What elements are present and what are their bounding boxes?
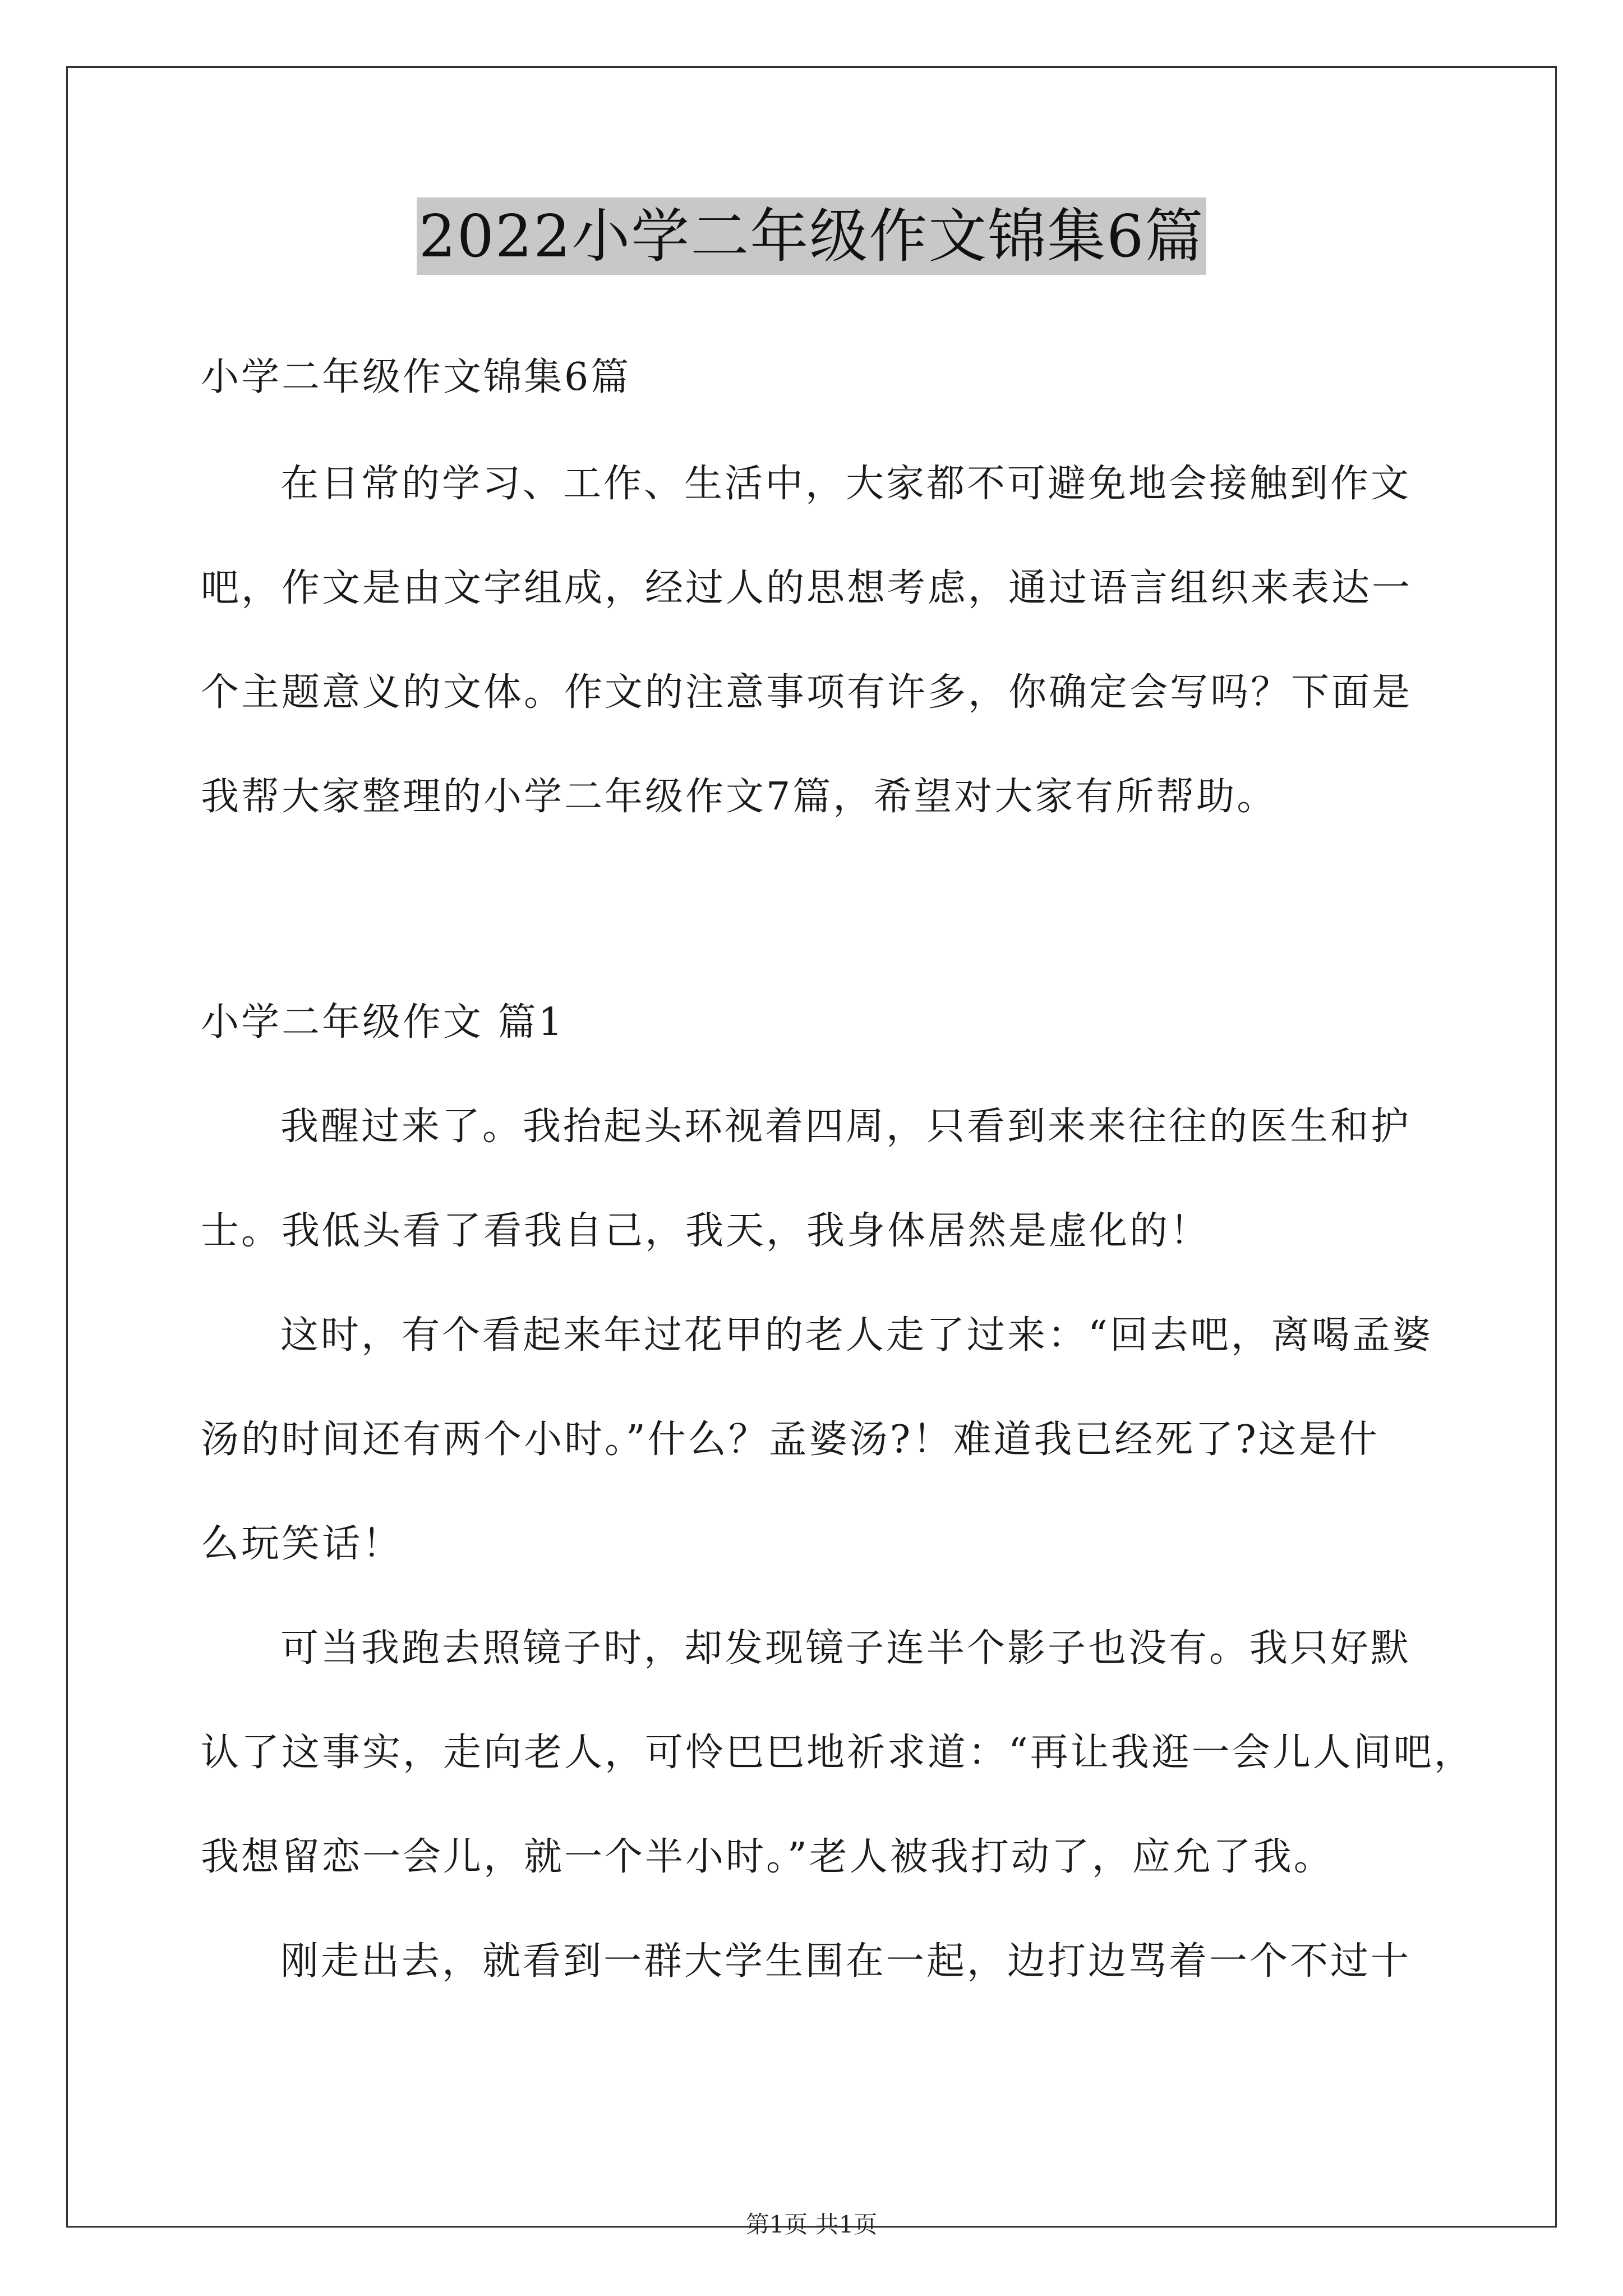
document-title: 2022小学二年级作文锦集6篇 <box>417 197 1207 275</box>
intro-line-3: 个主题意义的文体。作文的注意事项有许多，你确定会写吗？下面是 <box>201 670 1413 715</box>
intro-line-4: 我帮大家整理的小学二年级作文7篇，希望对大家有所帮助。 <box>201 775 1278 819</box>
document-subtitle: 小学二年级作文锦集6篇 <box>201 355 631 399</box>
body-line-2: 士。我低头看了看我自己，我天，我身体居然是虚化的！ <box>201 1209 1211 1253</box>
body-line-7: 认了这事实，走向老人，可怜巴巴地祈求道：“再让我逛一会儿人间吧， <box>201 1731 1474 1775</box>
body-line-3: 这时，有个看起来年过花甲的老人走了过来：“回去吧，离喝孟婆 <box>280 1313 1433 1358</box>
body-line-5: 么玩笑话！ <box>201 1522 403 1566</box>
body-line-6: 可当我跑去照镜子时，却发现镜子连半个影子也没有。我只好默 <box>280 1626 1412 1671</box>
body-line-1: 我醒过来了。我抬起头环视着四周，只看到来来往往的医生和护 <box>280 1105 1412 1149</box>
section-heading: 小学二年级作文 篇1 <box>201 1000 565 1045</box>
body-line-4: 汤的时间还有两个小时。”什么？孟婆汤?！难道我已经死了?这是什 <box>201 1418 1380 1462</box>
intro-line-2: 吧，作文是由文字组成，经过人的思想考虑，通过语言组织来表达一 <box>201 566 1413 610</box>
body-line-9: 刚走出去，就看到一群大学生围在一起，边打边骂着一个不过十 <box>280 1939 1412 1984</box>
intro-line-1: 在日常的学习、工作、生活中，大家都不可避免地会接触到作文 <box>280 462 1412 506</box>
page-number-footer: 第1页 共1页 <box>745 2211 878 2238</box>
body-line-8: 我想留恋一会儿，就一个半小时。”老人被我打动了，应允了我。 <box>201 1835 1334 1879</box>
title-container <box>0 197 1623 275</box>
